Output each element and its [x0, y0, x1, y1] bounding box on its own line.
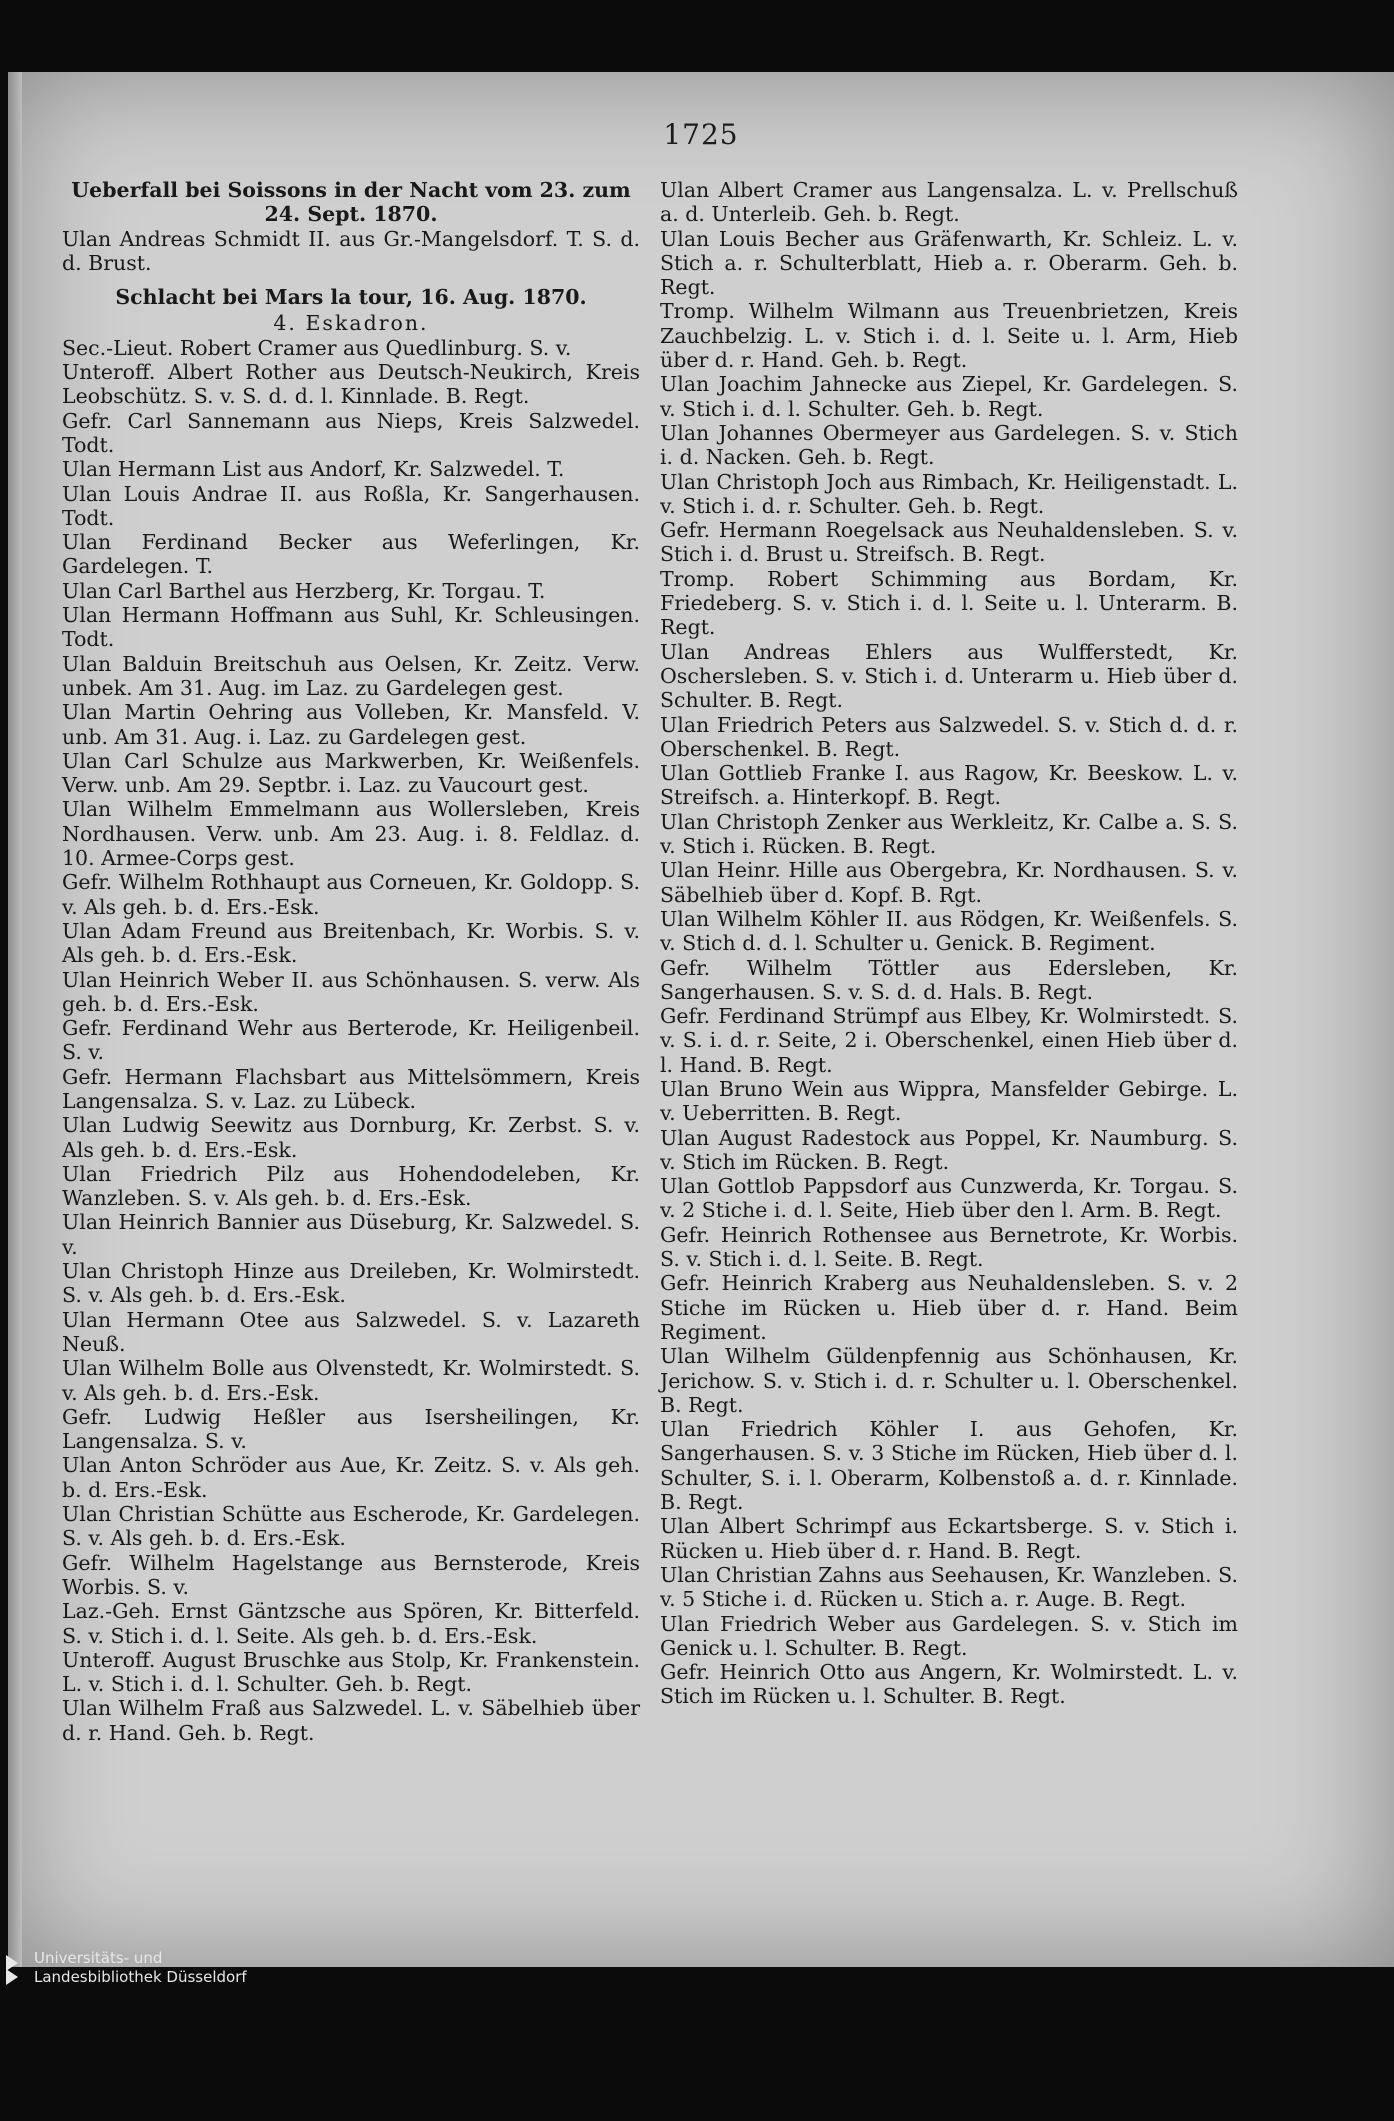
casualty-entry: Gefr. Wilhelm Hagelstange aus Bernsterode, Kreis Worbis. S. v. — [62, 1550, 640, 1599]
scanned-page — [8, 72, 1394, 1967]
casualty-entry: Gefr. Wilhelm Töttler aus Edersleben, Kr. Sangerhausen. S. v. S. d. d. Hals. B. Regt. — [660, 955, 1238, 1004]
casualty-entry: Ulan Albert Schrimpf aus Eckartsberge. S. v. Stich i. Rücken u. Hieb über d. r. Hand. B. Regt. — [660, 1514, 1238, 1563]
section-heading: Schlacht bei Mars la tour, 16. Aug. 1870. — [115, 285, 587, 310]
casualty-entry: Ulan Ludwig Seewitz aus Dornburg, Kr. Zerbst. S. v. Als geh. b. d. Ers.-Esk. — [62, 1113, 640, 1162]
casualty-entry: Ulan Heinr. Hille aus Obergebra, Kr. Nordhausen. S. v. Säbelhieb über d. Kopf. B. Rgt. — [660, 858, 1238, 907]
casualty-entry: Gefr. Ferdinand Wehr aus Berterode, Kr. Heiligenbeil. S. v. — [62, 1016, 640, 1065]
casualty-entry: Ulan Albert Cramer aus Langensalza. L. v. Prellschuß a. d. Unterleib. Geh. b. Regt. — [660, 178, 1238, 227]
casualty-entry: Gefr. Hermann Flachsbart aus Mittelsömmern, Kreis Langensalza. S. v. Laz. zu Lübeck. — [62, 1064, 640, 1113]
casualty-entry: Gefr. Hermann Roegelsack aus Neuhaldensleben. S. v. Stich i. d. Brust u. Streifsch. B. Regt. — [660, 518, 1238, 567]
casualty-entry: Ulan Friedrich Weber aus Gardelegen. S. v. Stich im Genick u. l. Schulter. B. Regt. — [660, 1611, 1238, 1660]
page-spine-shadow — [8, 72, 22, 1967]
casualty-entry: Ulan Johannes Obermeyer aus Gardelegen. S. v. Stich i. d. Nacken. Geh. b. Regt. — [660, 420, 1238, 470]
casualty-entry: Ulan Christoph Hinze aus Dreileben, Kr. Wolmirstedt. S. v. Als geh. b. d. Ers.-Esk. — [62, 1259, 640, 1308]
casualty-entry: Ulan Friedrich Pilz aus Hohendodeleben, Kr. Wanzleben. S. v. Als geh. b. d. Ers.-Esk. — [62, 1161, 640, 1211]
casualty-entry: Ulan Martin Oehring aus Volleben, Kr. Mansfeld. V. unb. Am 31. Aug. i. Laz. zu Gardelegen gest. — [62, 700, 640, 749]
casualty-entry: Gefr. Heinrich Kraberg aus Neuhaldensleben. S. v. 2 Stiche im Rücken u. Hieb über d. r. Hand. Beim Regiment. — [660, 1271, 1238, 1344]
casualty-entry: Gefr. Ludwig Heßler aus Isersheilingen, Kr. Langensalza. S. v. — [62, 1404, 640, 1454]
page-number: 1725 — [663, 118, 739, 151]
library-watermark — [4, 1949, 304, 1987]
casualty-entry: Ulan Heinrich Weber II. aus Schönhausen. S. verw. Als geh. b. d. Ers.-Esk. — [62, 967, 640, 1016]
casualty-entry: Ulan Wilhelm Köhler II. aus Rödgen, Kr. Weißenfels. S. v. Stich d. d. l. Schulter u. Genick. B. Regiment. — [660, 906, 1238, 956]
casualty-entry: Ulan Carl Schulze aus Markwerben, Kr. Weißenfels. Verw. unb. Am 29. Septbr. i. Laz. zu Vaucourt gest. — [62, 748, 640, 798]
casualty-entry: Ulan Christoph Zenker aus Werkleitz, Kr. Calbe a. S. S. v. Stich i. Rücken. B. Regt. — [660, 809, 1238, 859]
casualty-entry: Gefr. Ferdinand Strümpf aus Elbey, Kr. Wolmirstedt. S. v. S. i. d. r. Seite, 2 i. Oberschenkel, einen Hieb über d. l. Hand. B. Regt. — [660, 1004, 1238, 1077]
casualty-entry: Ulan Christian Schütte aus Escherode, Kr. Gardelegen. S. v. Als geh. b. d. Ers.-Esk. — [62, 1502, 640, 1551]
section-heading: Ueberfall bei Soissons in der Nacht vom 23. zum 24. Sept. 1870. — [71, 178, 631, 227]
casualty-entry: Ulan Hermann Hoffmann aus Suhl, Kr. Schleusingen. Todt. — [62, 603, 640, 652]
library-logo-icon — [4, 1953, 30, 1987]
library-name-line-1: Universitäts- und — [34, 1949, 163, 1967]
casualty-entry: Tromp. Robert Schimming aus Bordam, Kr. Friedeberg. S. v. Stich i. d. l. Seite u. l. Unterarm. B. Regt. — [660, 566, 1238, 640]
casualty-entry: Ulan Friedrich Köhler I. aus Gehofen, Kr. Sangerhausen. S. v. 3 Stiche im Rücken, Hieb über d. l. Schulter, S. i. l. Oberarm, Kolbenstoß a. d. r. Kinnlade. B. Regt. — [660, 1417, 1238, 1515]
casualty-entry: Ulan Friedrich Peters aus Salzwedel. S. v. Stich d. d. r. Oberschenkel. B. Regt. — [660, 712, 1238, 761]
casualty-entry: Ulan Gottlieb Franke I. aus Ragow, Kr. Beeskow. L. v. Streifsch. a. Hinterkopf. B. Regt. — [660, 761, 1238, 810]
casualty-entry: Gefr. Heinrich Otto aus Angern, Kr. Wolmirstedt. L. v. Stich im Rücken u. l. Schulter. B. Regt. — [660, 1660, 1238, 1709]
left-column — [62, 178, 640, 1745]
casualty-entry: Ulan Adam Freund aus Breitenbach, Kr. Worbis. S. v. Als geh. b. d. Ers.-Esk. — [62, 918, 640, 968]
casualty-entry: Ulan Anton Schröder aus Aue, Kr. Zeitz. S. v. Als geh. b. d. Ers.-Esk. — [62, 1453, 640, 1502]
casualty-entry: Ulan Hermann List aus Andorf, Kr. Salzwedel. T. — [62, 457, 565, 482]
casualty-entry: Ulan Hermann Otee aus Salzwedel. S. v. Lazareth Neuß. — [62, 1307, 640, 1356]
casualty-entry: Sec.-Lieut. Robert Cramer aus Quedlinburg. S. v. — [62, 335, 572, 360]
casualty-entry: Gefr. Carl Sannemann aus Nieps, Kreis Salzwedel. Todt. — [62, 408, 640, 457]
casualty-entry: Ulan Gottlob Pappsdorf aus Cunzwerda, Kr. Torgau. S. v. 2 Stiche i. d. l. Seite, Hieb über den l. Arm. B. Regt. — [660, 1174, 1238, 1223]
casualty-entry: Ulan Balduin Breitschuh aus Oelsen, Kr. Zeitz. Verw. unbek. Am 31. Aug. im Laz. zu Gardelegen gest. — [62, 651, 640, 700]
casualty-entry: Ulan Wilhelm Emmelmann aus Wollersleben, Kreis Nordhausen. Verw. unb. Am 23. Aug. i. 8. Feldlaz. d. 10. Armee-Corps gest. — [62, 797, 640, 871]
library-name-line-2: Landesbibliothek Düsseldorf — [34, 1968, 247, 1986]
section-gap — [62, 275, 640, 285]
casualty-entry: Ulan Christian Zahns aus Seehausen, Kr. Wanzleben. S. v. 5 Stiche i. d. Rücken u. Stich a. r. Auge. B. Regt. — [660, 1562, 1238, 1612]
casualty-entry: Ulan Louis Andrae II. aus Roßla, Kr. Sangerhausen. Todt. — [62, 481, 640, 530]
casualty-entry: Unteroff. Albert Rother aus Deutsch-Neukirch, Kreis Leobschütz. S. v. S. d. d. l. Kinnlade. B. Regt. — [62, 360, 640, 409]
casualty-entry: Ulan Christoph Joch aus Rimbach, Kr. Heiligenstadt. L. v. Stich i. d. r. Schulter. Geh. b. Regt. — [660, 469, 1238, 518]
casualty-entry: Ulan Wilhelm Güldenpfennig aus Schönhausen, Kr. Jerichow. S. v. Stich i. d. r. Schulter u. l. Oberschenkel. B. Regt. — [660, 1344, 1238, 1417]
casualty-entry: Ulan Carl Barthel aus Herzberg, Kr. Torgau. T. — [62, 578, 546, 603]
casualty-entry: Gefr. Wilhelm Rothhaupt aus Corneuen, Kr. Goldopp. S. v. Als geh. b. d. Ers.-Esk. — [62, 870, 640, 919]
casualty-entry: Ulan Heinrich Bannier aus Düseburg, Kr. Salzwedel. S. v. — [62, 1210, 640, 1259]
right-column — [660, 178, 1238, 1709]
casualty-entry: Ulan Louis Becher aus Gräfenwarth, Kr. Schleiz. L. v. Stich a. r. Schulterblatt, Hieb a. r. Oberarm. Geh. b. Regt. — [660, 226, 1238, 300]
casualty-entry: Laz.-Geh. Ernst Gäntzsche aus Spören, Kr. Bitterfeld. S. v. Stich i. d. l. Seite. Als geh. b. d. Ers.-Esk. — [62, 1599, 640, 1648]
casualty-entry: Ulan Wilhelm Fraß aus Salzwedel. L. v. Säbelhieb über d. r. Hand. Geh. b. Regt. — [62, 1696, 640, 1745]
casualty-entry: Gefr. Heinrich Rothensee aus Bernetrote, Kr. Worbis. S. v. Stich i. d. l. Seite. B. Regt. — [660, 1222, 1238, 1272]
casualty-entry: Ulan Andreas Ehlers aus Wulfferstedt, Kr. Oschersleben. S. v. Stich i. d. Unterarm u. Hieb über d. Schulter. B. Regt. — [660, 639, 1238, 713]
casualty-entry: Ulan Ferdinand Becker aus Weferlingen, Kr. Gardelegen. T. — [62, 530, 640, 579]
casualty-entry: Ulan Wilhelm Bolle aus Olvenstedt, Kr. Wolmirstedt. S. v. Als geh. b. d. Ers.-Esk. — [62, 1356, 640, 1405]
casualty-entry: Tromp. Wilhelm Wilmann aus Treuenbrietzen, Kreis Zauchbelzig. L. v. Stich i. d. l. Seite u. l. Arm, Hieb über d. r. Hand. Geh. b. Regt. — [660, 299, 1238, 373]
casualty-entry: Unteroff. August Bruschke aus Stolp, Kr. Frankenstein. L. v. Stich i. d. l. Schulter. Geh. b. Regt. — [62, 1647, 640, 1697]
casualty-entry: Ulan Bruno Wein aus Wippra, Mansfelder Gebirge. L. v. Ueberritten. B. Regt. — [660, 1076, 1238, 1126]
casualty-entry: Ulan Joachim Jahnecke aus Ziepel, Kr. Gardelegen. S. v. Stich i. d. l. Schulter. Geh. b. Regt. — [660, 372, 1238, 421]
section-subheading: 4. Eskadron. — [273, 311, 429, 336]
casualty-entry: Ulan Andreas Schmidt II. aus Gr.-Mangelsdorf. T. S. d. d. Brust. — [62, 226, 640, 275]
casualty-entry: Ulan August Radestock aus Poppel, Kr. Naumburg. S. v. Stich im Rücken. B. Regt. — [660, 1125, 1238, 1174]
